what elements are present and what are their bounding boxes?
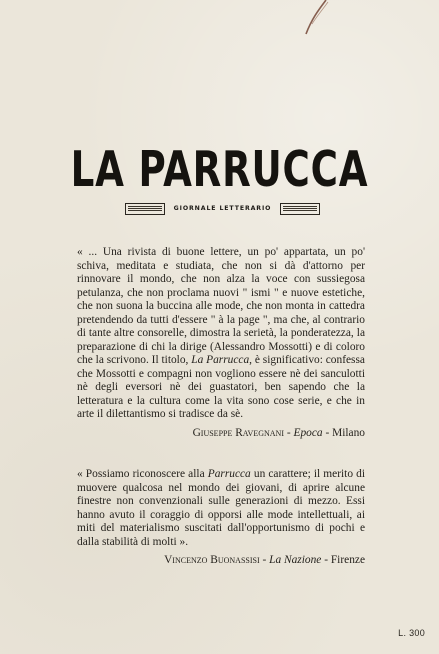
review-author: Vincenzo Buonassisi (164, 554, 260, 566)
masthead-title: LA PARRUCCA (70, 141, 369, 198)
review-source: La Nazione (269, 554, 322, 566)
review-paragraph (77, 468, 365, 549)
review-city: Firenze (330, 554, 365, 566)
review-city: Milano (332, 426, 365, 439)
review-source: Epoca (293, 426, 323, 439)
review-magazine-title: La Parrucca (191, 354, 250, 366)
masthead-right-ear-box (280, 203, 320, 215)
review-text-continued: un carattere; il merito di muovere qualcosa nel mondo dei giovani, di aprire alcune finestre non convenzionali sulle generazioni di mezzo. Essi hanno avuto il coraggio di opporsi alle mode intellettuali, ai miti del materialismo suscitati dall'opportunismo di pochi e dalla stabilità di molti ». (77, 468, 365, 548)
review-magazine-title: Parrucca (207, 468, 251, 480)
review-author: Giuseppe Ravegnani (192, 426, 284, 439)
review-text-continued: , è significativo: confessa che Mossotti e compagni non vogliono essere nè dei sanculotti nè degli eversori nè dei guastatori, ben sapendo che la letteratura e la cultura come la vita sono cose serie, e che in arte il dilettantismo si tradisce da sè. (77, 354, 365, 420)
masthead-subtitle: GIORNALE LETTERARIO (173, 205, 272, 212)
masthead-left-ear-box (125, 203, 165, 215)
attribution-separator: - (259, 554, 270, 566)
review-quote-la-nazione (77, 468, 365, 567)
review-text: « Possiamo riconoscere alla (77, 468, 208, 480)
attribution-separator: - (283, 426, 294, 439)
review-text: « ... Una rivista di buone lettere, un po' appartata, un po' schiva, meditata e studiata, che non si dà d'attorno per rinnovare il mondo, che non alza la voce con sussiegosa petulanza, che non proclama nuovi " ismi " e nuove estetiche, che non suona la buccina alle mode, che non monta in cattedra pretendendo da tutti d'essere " à la page ", ma che, al contrario di tante altre consorelle, dimostra la serietà, la ponderatezza, la preparazione di chi la dirige (Alessandro Mossotti) e di coloro che la scrivono. Il titolo, (77, 246, 365, 366)
masthead (0, 141, 439, 212)
review-attribution (77, 553, 365, 567)
review-quote-epoca (77, 246, 365, 440)
review-paragraph (77, 246, 365, 422)
ink-scratch-mark (290, 0, 330, 40)
masthead-subtitle-row (125, 203, 320, 217)
attribution-separator: - (321, 554, 331, 566)
review-attribution (77, 426, 365, 440)
attribution-separator: - (322, 426, 333, 439)
price-label: L. 300 (398, 628, 425, 638)
